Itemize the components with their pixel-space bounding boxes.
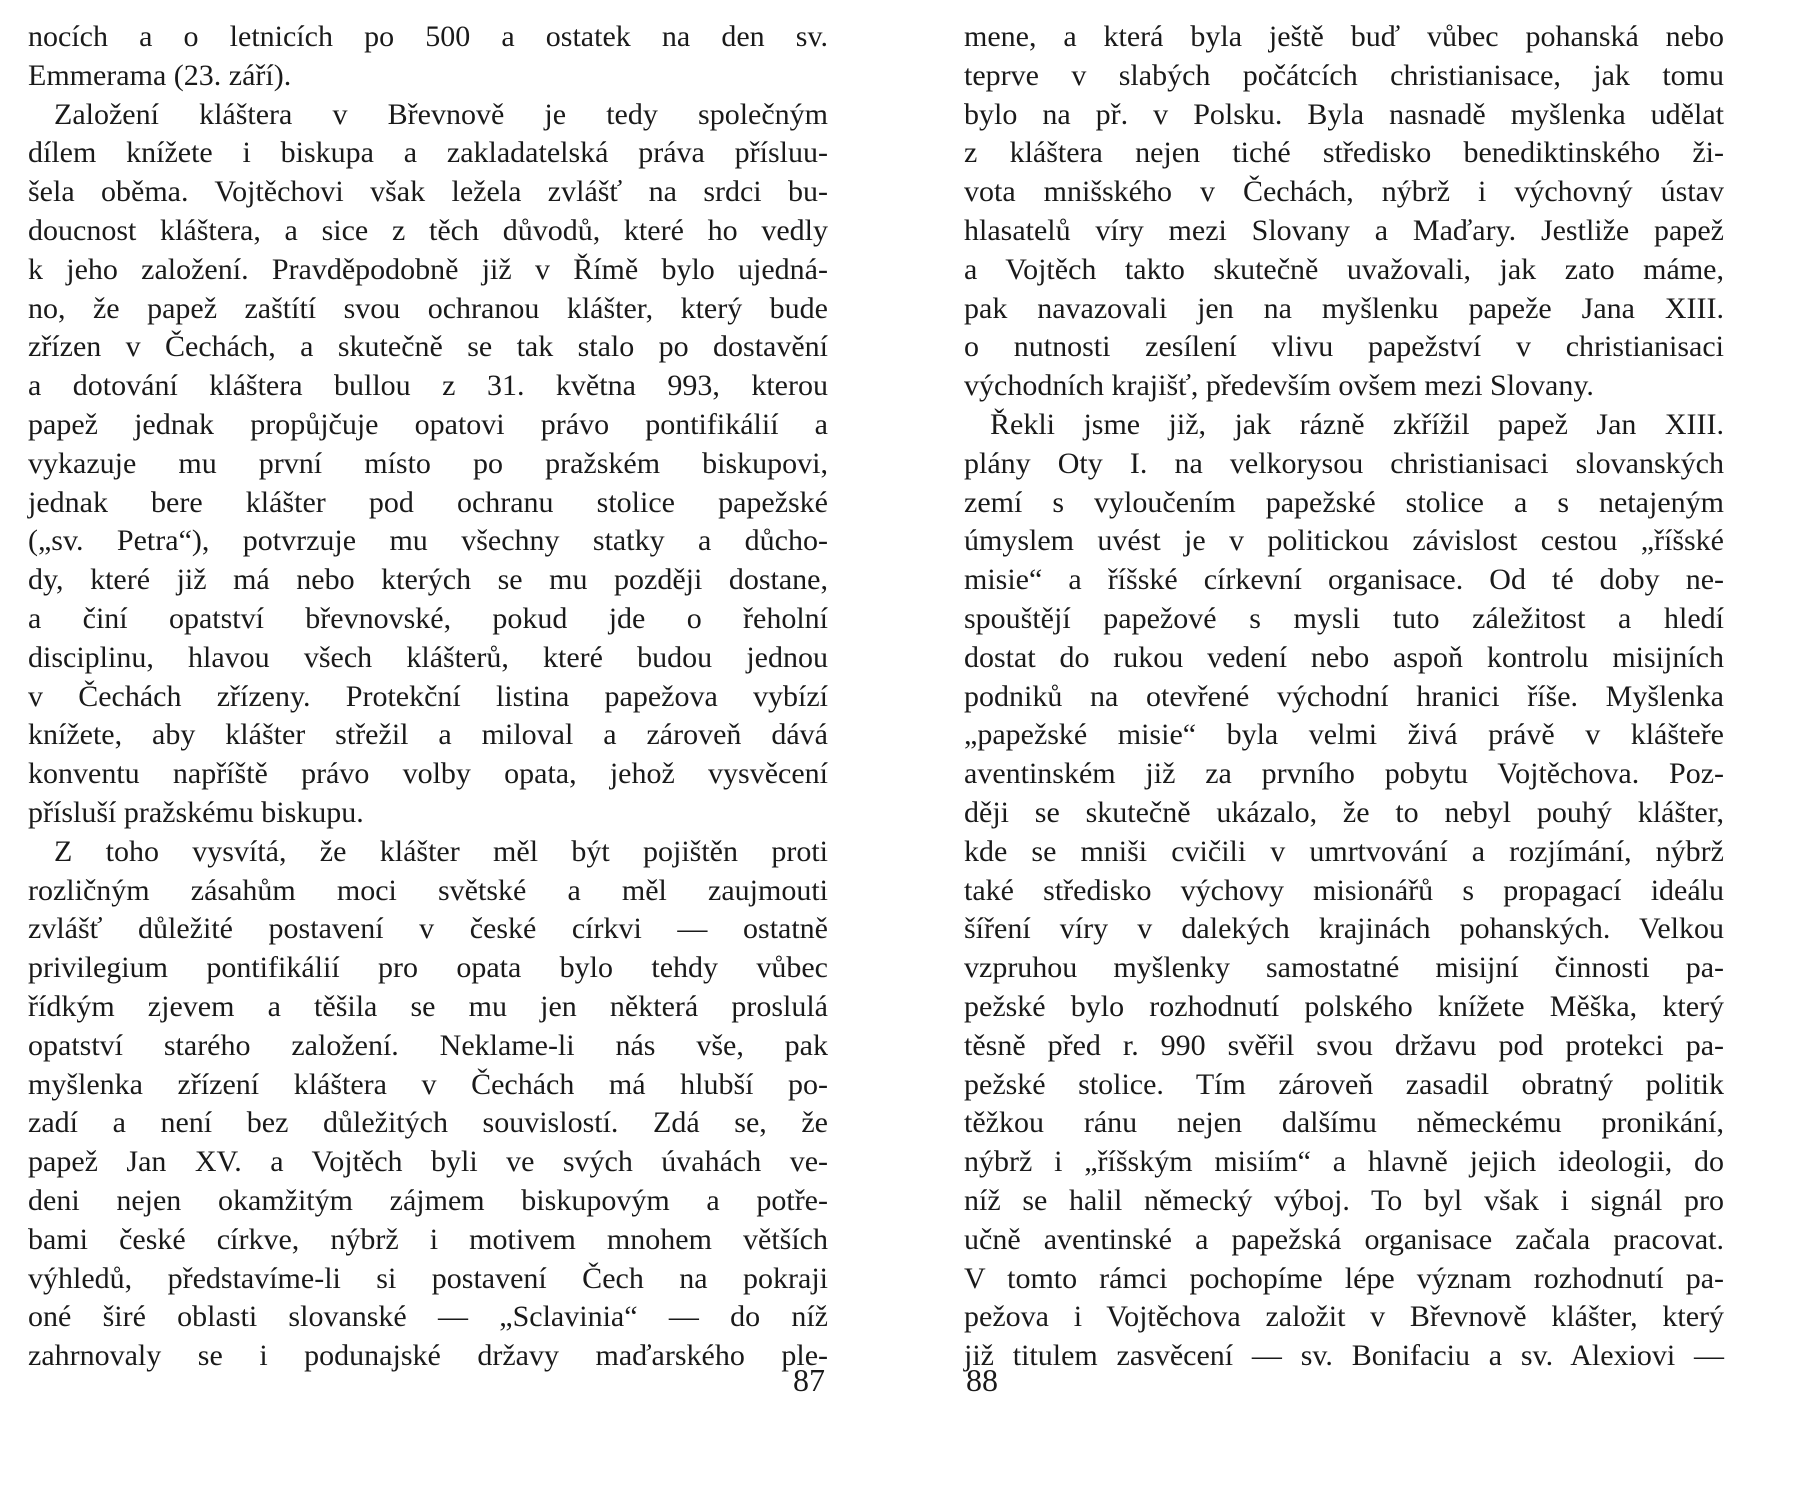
text-line: již titulem zasvěcení — sv. Bonifaciu a sv. Alexiovi — bbox=[964, 1339, 1724, 1373]
text-line: („sv. Petra“), potvrzuje mu všechny statky a důcho- bbox=[28, 524, 828, 558]
right-page-number: 88 bbox=[966, 1362, 998, 1398]
text-line: papež Jan XV. a Vojtěch byli ve svých úvahách ve- bbox=[28, 1145, 828, 1179]
text-line: a činí opatství břevnovské, pokud jde o řeholní bbox=[28, 601, 828, 635]
text-line: mene, a která byla ještě buď vůbec pohanská nebo bbox=[964, 20, 1724, 53]
text-line: aventinském již za prvního pobytu Vojtěchova. Poz- bbox=[964, 757, 1724, 791]
text-line: šela oběma. Vojtěchovi však ležela zvlášť na srdci bu- bbox=[28, 175, 828, 209]
text-line: opatství starého založení. Neklame-li nás vše, pak bbox=[28, 1028, 828, 1062]
text-line: doucnost kláštera, a sice z těch důvodů, které ho vedly bbox=[28, 213, 828, 247]
text-line: zvlášť důležité postavení v české církvi — ostatně bbox=[28, 912, 828, 946]
text-line: vykazuje mu první místo po pražském biskupovi, bbox=[28, 446, 828, 480]
text-line: privilegium pontifikálií pro opata bylo tehdy vůbec bbox=[28, 951, 828, 985]
text-line: oné širé oblasti slovanské — „Sclavinia“ — do níž bbox=[28, 1300, 828, 1334]
text-line: šíření víry v dalekých krajinách pohanských. Velkou bbox=[964, 912, 1724, 946]
text-line: nýbrž i „říšským misiím“ a hlavně jejich ideologii, do bbox=[964, 1145, 1724, 1179]
text-line: knížete, aby klášter střežil a miloval a zároveň dává bbox=[28, 718, 828, 752]
text-line: řídkým zjevem a těšila se mu jen některá proslulá bbox=[28, 989, 828, 1023]
text-line: plány Oty I. na velkorysou christianisaci slovanských bbox=[964, 446, 1724, 480]
text-line: myšlenka zřízení kláštera v Čechách má hlubší po- bbox=[28, 1067, 828, 1101]
text-line: pežova i Vojtěchova založit v Břevnově klášter, který bbox=[964, 1300, 1724, 1334]
text-line: hlasatelů víry mezi Slovany a Maďary. Jestliže papež bbox=[964, 213, 1724, 247]
text-line: také středisko výchovy misionářů s propagací ideálu bbox=[964, 873, 1724, 907]
text-line: výhledů, představíme-li si postavení Čech na pokraji bbox=[28, 1261, 828, 1295]
text-line: pežské bylo rozhodnutí polského knížete Měška, který bbox=[964, 989, 1724, 1023]
text-line: ději se skutečně ukázalo, že to nebyl pouhý klášter, bbox=[964, 795, 1724, 829]
text-line: přísluší pražskému biskupu. bbox=[28, 795, 364, 829]
text-line: o nutnosti zesílení vlivu papežství v christianisaci bbox=[964, 330, 1724, 364]
text-line: těžkou ránu nejen dalšímu německému pronikání, bbox=[964, 1106, 1724, 1140]
text-line: V tomto rámci pochopíme lépe význam rozhodnutí pa- bbox=[964, 1261, 1724, 1295]
text-line: konventu napříště právo volby opata, jehož vysvěcení bbox=[28, 757, 828, 791]
text-line: rozličným zásahům moci světské a měl zaujmouti bbox=[28, 873, 828, 907]
text-line: podniků na otevřené východní hranici říše. Myšlenka bbox=[964, 679, 1724, 713]
text-line: nocích a o letnicích po 500 a ostatek na den sv. bbox=[28, 20, 828, 53]
left-page-text bbox=[28, 18, 828, 1376]
text-line: těsně před r. 990 svěřil svou državu pod protekci pa- bbox=[964, 1028, 1724, 1062]
left-page bbox=[0, 0, 830, 1500]
text-line: disciplinu, hlavou všech klášterů, které budou jednou bbox=[28, 640, 828, 674]
text-line: deni nejen okamžitým zájmem biskupovým a potře- bbox=[28, 1183, 828, 1217]
text-line: z kláštera nejen tiché středisko benediktinského ži- bbox=[964, 136, 1724, 170]
text-line: papež jednak propůjčuje opatovi právo pontifikálií a bbox=[28, 407, 828, 441]
text-line: níž se halil německý výboj. To byl však i signál pro bbox=[964, 1183, 1724, 1217]
text-line: zadí a není bez důležitých souvislostí. Zdá se, že bbox=[28, 1106, 828, 1140]
text-line: Založení kláštera v Břevnově je tedy společným bbox=[54, 97, 828, 131]
text-line: zahrnovaly se i podunajské državy maďarského ple- bbox=[28, 1339, 828, 1373]
text-line: jednak bere klášter pod ochranu stolice papežské bbox=[28, 485, 828, 519]
text-line: Řekli jsme již, jak rázně zkřížil papež Jan XIII. bbox=[990, 407, 1724, 441]
text-line: v Čechách zřízeny. Protekční listina papežova vybízí bbox=[28, 679, 828, 713]
text-line: kde se mniši cvičili v umrtvování a rozjímání, nýbrž bbox=[964, 834, 1724, 868]
text-line: pak navazovali jen na myšlenku papeže Jana XIII. bbox=[964, 291, 1724, 325]
text-line: teprve v slabých počátcích christianisace, jak tomu bbox=[964, 58, 1724, 92]
text-line: „papežské misie“ byla velmi živá právě v klášteře bbox=[964, 718, 1724, 752]
text-line: zemí s vyloučením papežské stolice a s netajeným bbox=[964, 485, 1724, 519]
text-line: bylo na př. v Polsku. Byla nasnadě myšlenka udělat bbox=[964, 97, 1724, 131]
text-line: učně aventinské a papežská organisace začala pracovat. bbox=[964, 1222, 1724, 1256]
text-line: východních krajišť, především ovšem mezi Slovany. bbox=[964, 369, 1594, 403]
right-page bbox=[904, 0, 1734, 1500]
text-line: no, že papež zaštítí svou ochranou klášter, který bude bbox=[28, 291, 828, 325]
text-line: Z toho vysvítá, že klášter měl být pojištěn proti bbox=[54, 834, 828, 868]
text-line: misie“ a říšské církevní organisace. Od té doby ne- bbox=[964, 563, 1724, 597]
text-line: a dotování kláštera bullou z 31. května 993, kterou bbox=[28, 369, 828, 403]
text-line: vzpruhou myšlenky samostatné misijní činnosti pa- bbox=[964, 951, 1724, 985]
text-line: dílem knížete i biskupa a zakladatelská práva přísluu- bbox=[28, 136, 828, 170]
text-line: spouštějí papežové s mysli tuto záležitost a hledí bbox=[964, 601, 1724, 635]
text-line: pežské stolice. Tím zároveň zasadil obratný politik bbox=[964, 1067, 1724, 1101]
text-line: Emmerama (23. září). bbox=[28, 58, 292, 92]
text-line: vota mnišského v Čechách, nýbrž i výchovný ústav bbox=[964, 175, 1724, 209]
text-line: dostat do rukou vedení nebo aspoň kontrolu misijních bbox=[964, 640, 1724, 674]
text-line: úmyslem uvést je v politickou závislost cestou „říšské bbox=[964, 524, 1724, 558]
text-line: dy, které již má nebo kterých se mu později dostane, bbox=[28, 563, 828, 597]
text-line: zřízen v Čechách, a skutečně se tak stalo po dostavění bbox=[28, 330, 828, 364]
right-page-text bbox=[964, 18, 1724, 1376]
text-line: a Vojtěch takto skutečně uvažovali, jak zato máme, bbox=[964, 252, 1724, 286]
text-line: bami české církve, nýbrž i motivem mnohem větších bbox=[28, 1222, 828, 1256]
left-page-number: 87 bbox=[793, 1362, 825, 1398]
text-line: k jeho založení. Pravděpodobně již v Římě bylo ujedná- bbox=[28, 252, 828, 286]
